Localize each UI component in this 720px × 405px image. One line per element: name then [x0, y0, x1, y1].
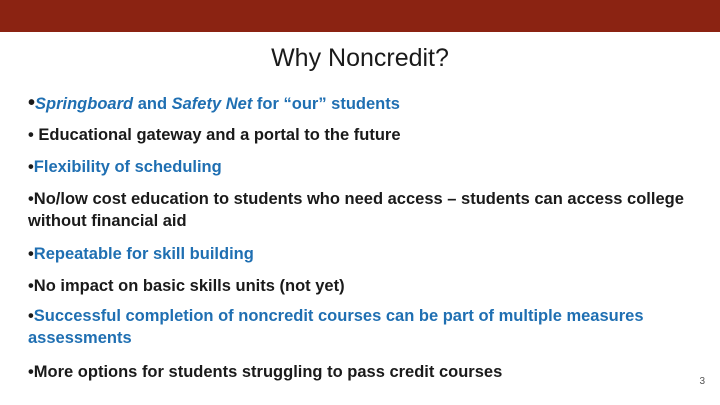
page-number: 3 [699, 376, 705, 387]
bullet-text: No/low cost education to students who need access – students can access college without financial aid [28, 190, 684, 230]
bullet-item [28, 92, 688, 115]
bullet-text: Educational gateway and a portal to the future [38, 126, 401, 144]
bullet-item [28, 243, 688, 265]
bullet-item [28, 305, 688, 349]
bullet-text: Flexibility of scheduling [33, 158, 222, 176]
bullet-text-safety-net: Safety Net [171, 95, 253, 113]
bullet-marker: • [28, 307, 34, 325]
bullet-marker: • [28, 158, 34, 176]
bullet-marker: • [28, 277, 34, 295]
bullet-text: No impact on basic skills units (not yet) [33, 277, 345, 295]
header-bar [0, 0, 720, 32]
bullet-text: Successful completion of noncredit courses can be part of multiple measures assessments [28, 307, 644, 347]
bullet-marker: • [28, 92, 36, 114]
bullet-text: More options for students struggling to pass credit courses [33, 363, 503, 381]
bullet-item [28, 124, 688, 146]
bullet-text-and: and [133, 95, 172, 113]
bullet-item [28, 361, 688, 383]
bullet-text-rest: for “our” students [252, 95, 400, 113]
bullet-text: Repeatable for skill building [33, 245, 254, 263]
slide-title-text: Why Noncredit? [271, 44, 449, 72]
bullet-marker: • [28, 363, 34, 381]
bullet-marker: • [28, 190, 34, 208]
bullet-marker: • [28, 245, 34, 263]
bullet-item [28, 156, 688, 178]
bullet-marker: • [28, 126, 34, 144]
slide-title [0, 44, 720, 73]
bullet-text-springboard: Springboard [35, 95, 134, 113]
bullet-item [28, 275, 688, 297]
bullet-item [28, 188, 688, 232]
